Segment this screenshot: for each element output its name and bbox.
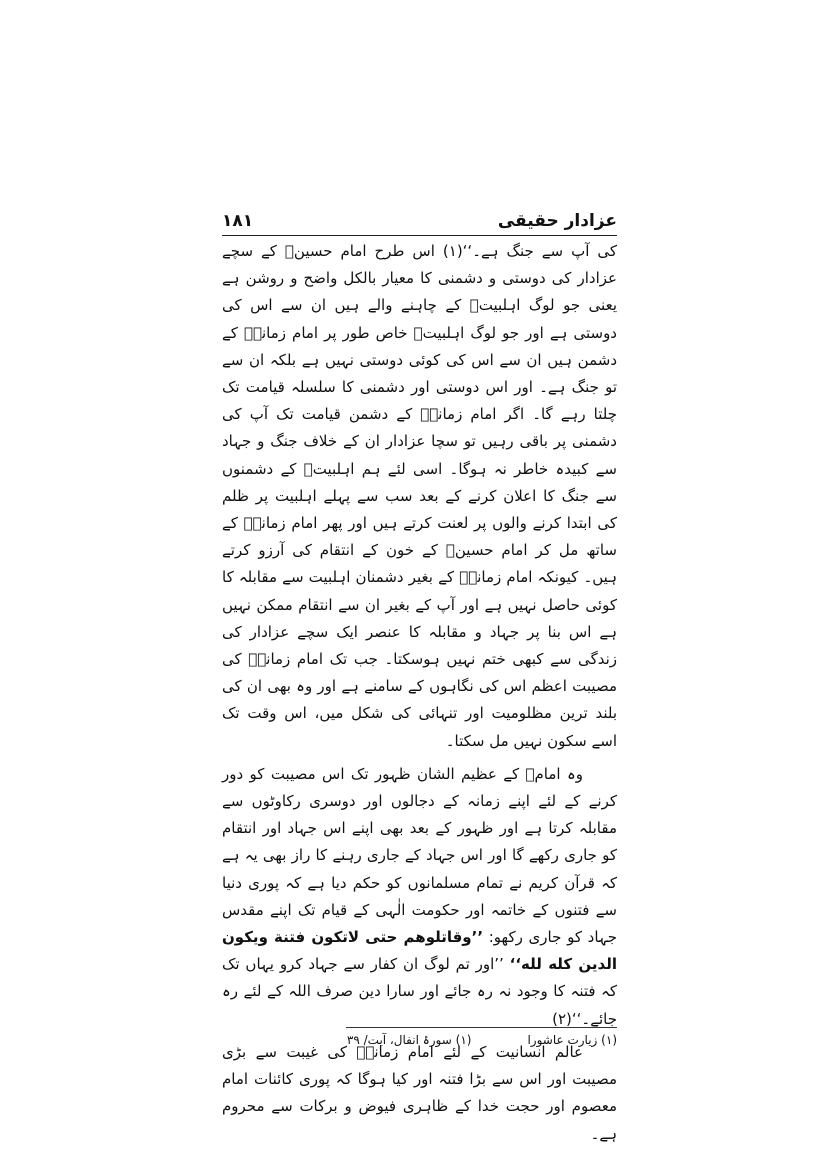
body-text xyxy=(222,238,617,1148)
paragraph-2-text: وہ امامؑ کے عظیم الشان ظہور تک اس مصیبت کو دور کرنے کے لئے اپنے زمانہ کے دجالوں اور دوسری رکاوٹوں سے مقابلہ کرتا ہے اور ظہور کے بعد بھی اپنے اس جہاد اور انتقام کو جاری رکھے گا اور اس جہاد کے جاری رہنے کا راز بھی یہ ہے کہ قرآن کریم نے تمام مسلمانوں کو حکم دیا ہے کہ پوری دنیا سے فتنوں کے خاتمہ اور حکومت الٰہی کے قیام تک اپنے مقدس جہاد کو جاری رکھو: xyxy=(222,764,617,947)
footnote-2: (۱) سورۂ انفال، آیت/ ۳۹ xyxy=(346,1033,472,1047)
book-title: عزادار حقیقی xyxy=(497,211,617,231)
footnote-rule xyxy=(346,1027,617,1028)
paragraph-1: کی آپ سے جنگ ہے۔‘‘(۱) اس طرح امام حسینؑ کے سچے عزادار کی دوستی و دشمنی کا معیار بالکل واضح و روشن ہے یعنی جو لوگ اہلبیتؑ کے چاہنے والے ہیں ان سے اس کی دوستی ہے اور جو لوگ اہلبیتؑ خاص طور پر امام زمانہؑ کے دشمن ہیں ان سے اس کی کوئی دوستی نہیں ہے بلکہ ان سے تو جنگ ہے۔ اور اس دوستی اور دشمنی کا سلسلہ قیامت تک چلتا رہے گا۔ اگر امام زمانہؑ کے دشمن قیامت تک آپ کی دشمنی پر باقی رہیں تو سچا عزادار ان کے خلاف جنگ و جہاد سے کبیدہ خاطر نہ ہوگا۔ اسی لئے ہم اہلبیتؑ کے دشمنوں سے جنگ کا اعلان کرنے کے بعد سب سے پہلے اہلبیت پر ظلم کی ابتدا کرنے والوں پر لعنت کرتے ہیں اور پھر امام زمانہؑ کے ساتھ مل کر امام حسینؑ کے خون کے انتقام کی آرزو کرتے ہیں۔ کیونکہ امام زمانہؑ کے بغیر دشمنان اہلبیت سے مقابلہ کا کوئی حاصل نہیں ہے اور آپ کے بغیر ان سے انتقام ممکن نہیں ہے اس بنا پر جہاد و مقابلہ کا عنصر ایک سچے عزادار کی زندگی سے کبھی ختم نہیں ہوسکتا۔ جب تک امام زمانہؑ کی مصیبت اعظم اس کی نگاہوں کے سامنے ہے اور وہ بھی ان کی بلند ترین مظلومیت اور تنہائی کی شکل میں، اس وقت تک اسے سکون نہیں مل سکتا۔ xyxy=(222,242,618,750)
paragraph-2 xyxy=(222,761,617,1033)
header-rule xyxy=(222,235,617,236)
quran-verse: ’’وقاتلوهم حتى لاتكون فتنة ويكون الدين كله لله‘‘ xyxy=(222,928,617,974)
paragraph-3: عالم انسانیت کے لئے امام زمانہؑ کی غیبت سے بڑی مصیبت اور اس سے بڑا فتنہ اور کیا ہوگا کہ پوری کائنات امام معصوم اور حجت خدا کے ظاہری فیوض و برکات سے محروم ہے۔ xyxy=(222,1042,617,1143)
page-number: ۱۸۱ xyxy=(222,211,254,231)
footnote-1: (۱) زیارت عاشورا xyxy=(527,1033,617,1047)
page-header xyxy=(222,205,617,231)
footnotes xyxy=(222,1033,617,1047)
verse-translation: ’’اور تم لوگ ان کفار سے جہاد کرو یہاں تک کہ فتنہ کا وجود نہ رہ جائے اور سارا دین صرف اللہ کے لئے رہ جائے۔‘‘(۲) xyxy=(222,955,617,1028)
